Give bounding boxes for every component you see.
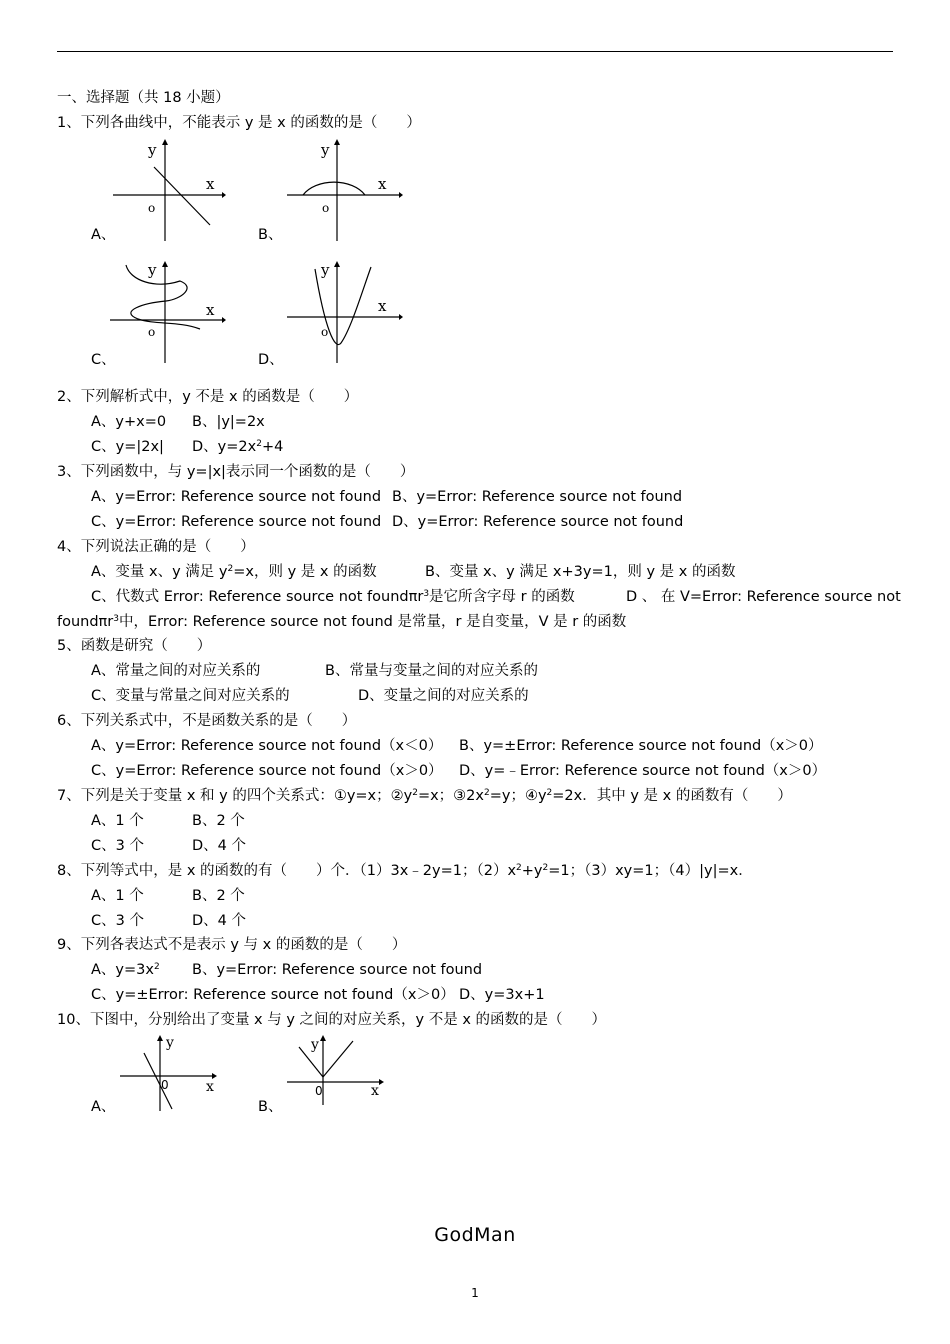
origin-label: 0 — [161, 1078, 169, 1092]
q2-option-d[interactable]: D、$y=2x^2+4$ — [192, 439, 284, 455]
x-axis-label: x — [206, 1079, 214, 1095]
q3-option-d[interactable]: D、y=Error: Reference source not found — [392, 514, 684, 530]
q1-graph-d — [285, 259, 403, 363]
q6-option-c[interactable]: C、y=Error: Reference source not found（x＞0） — [91, 763, 443, 779]
q5-option-d[interactable]: D、变量之间的对应关系的 — [358, 688, 529, 704]
origin-label: o — [148, 325, 156, 339]
page-number: 1 — [471, 1286, 479, 1300]
q9-option-c[interactable]: C、y=±Error: Reference source not found（x＞0） — [91, 987, 455, 1003]
y-axis-label: y — [166, 1035, 174, 1051]
x-axis-label: x — [206, 301, 215, 319]
q8-option-c[interactable]: C、3 个 — [91, 913, 144, 929]
q1-graph-b — [285, 137, 403, 241]
q6-option-d[interactable]: D、y=﹣Error: Reference source not found（x＞0） — [459, 763, 827, 779]
q4-option-a[interactable]: A、变量 x、y 满足 $y^2=x$，则 y 是 x 的函数 — [91, 564, 377, 580]
q10-graph-a — [116, 1033, 220, 1113]
q5-option-a[interactable]: A、常量之间的对应关系的 — [91, 663, 261, 679]
y-axis-label: y — [321, 261, 330, 279]
question-3-stem: 3、下列函数中，与 y=|x|表示同一个函数的是（ ） — [57, 464, 415, 480]
origin-label: 0 — [315, 1084, 323, 1098]
x-axis-label: x — [378, 175, 387, 193]
q9-option-a[interactable]: A、$y=3x^2$ — [91, 962, 160, 978]
q3-option-a[interactable]: A、y=Error: Reference source not found — [91, 489, 382, 505]
q10-option-a[interactable]: A、 — [91, 1099, 116, 1115]
q2-option-b[interactable]: B、|y|=2x — [192, 414, 265, 430]
q2-option-c[interactable]: C、y=|2x| — [91, 439, 164, 455]
x-axis-label: x — [206, 175, 215, 193]
question-10-stem: 10、下图中，分别给出了变量 x 与 y 之间的对应关系，y 不是 x 的函数的是（ ） — [57, 1012, 607, 1028]
section-title: 一、选择题（共 18 小题） — [57, 90, 230, 106]
q10-option-b[interactable]: B、 — [258, 1099, 283, 1115]
question-8-stem: 8、下列等式中，是 x 的函数的有（ ）个．（1）3x﹣2y=1；$(2)x^2+y^2=1$；（3）xy=1；（4）|y|=x． — [57, 863, 753, 879]
q4-option-c[interactable]: C、代数式 Error: Reference source not foundπr$^3$是它所含字母 r 的函数 — [91, 589, 575, 605]
q8-option-d[interactable]: D、4 个 — [192, 913, 246, 929]
q8-option-a[interactable]: A、1 个 — [91, 888, 144, 904]
q7-option-b[interactable]: B、2 个 — [192, 813, 245, 829]
q1-graph-c — [108, 259, 226, 363]
q4-option-b[interactable]: B、变量 x、y 满足 x+3y=1，则 y 是 x 的函数 — [425, 564, 736, 580]
q5-option-c[interactable]: C、变量与常量之间对应关系的 — [91, 688, 290, 704]
footer-author: GodMan — [434, 1224, 516, 1246]
q3-option-b[interactable]: B、y=Error: Reference source not found — [392, 489, 683, 505]
q7-option-a[interactable]: A、1 个 — [91, 813, 144, 829]
q6-option-a[interactable]: A、y=Error: Reference source not found（x＜0） — [91, 738, 443, 754]
q7-option-c[interactable]: C、3 个 — [91, 838, 144, 854]
q1-option-b[interactable]: B、 — [258, 227, 283, 243]
q1-option-c[interactable]: C、 — [91, 352, 116, 368]
y-axis-label: y — [148, 141, 157, 159]
q9-option-b[interactable]: B、y=Error: Reference source not found — [192, 962, 483, 978]
x-axis-label: x — [371, 1083, 379, 1099]
question-4-stem: 4、下列说法正确的是（ ） — [57, 539, 255, 555]
q10-graph-b — [283, 1033, 387, 1113]
q5-option-b[interactable]: B、常量与变量之间的对应关系的 — [325, 663, 538, 679]
q4-option-d[interactable]: D 、 在 V=Error: Reference source not — [626, 589, 901, 605]
q1-option-a[interactable]: A、 — [91, 227, 116, 243]
q2-option-a[interactable]: A、y+x=0 — [91, 414, 167, 430]
q6-option-b[interactable]: B、y=±Error: Reference source not found（x＞0） — [459, 738, 823, 754]
question-5-stem: 5、函数是研究（ ） — [57, 638, 212, 654]
x-axis-label: x — [378, 297, 387, 315]
y-axis-label: y — [148, 261, 157, 279]
y-axis-label: y — [321, 141, 330, 159]
q1-option-d[interactable]: D、 — [258, 352, 284, 368]
origin-label: o — [321, 325, 329, 339]
q8-option-b[interactable]: B、2 个 — [192, 888, 245, 904]
origin-label: o — [322, 201, 330, 215]
q3-option-c[interactable]: C、y=Error: Reference source not found — [91, 514, 382, 530]
header-rule — [57, 51, 893, 52]
q7-option-d[interactable]: D、4 个 — [192, 838, 246, 854]
question-6-stem: 6、下列关系式中，不是函数关系的是（ ） — [57, 713, 357, 729]
question-7-stem: 7、下列是关于变量 x 和 y 的四个关系式：①y=x；$②y^2=x$；$③2x^2=y$；$④y^2=2x$．其中 y 是 x 的函数有（ ） — [57, 788, 792, 804]
origin-label: o — [148, 201, 156, 215]
question-2-stem: 2、下列解析式中，y 不是 x 的函数是（ ） — [57, 389, 359, 405]
y-axis-label: y — [311, 1037, 319, 1053]
q9-option-d[interactable]: D、y=3x+1 — [459, 987, 545, 1003]
q1-graph-a — [108, 137, 226, 241]
question-9-stem: 9、下列各表达式不是表示 y 与 x 的函数的是（ ） — [57, 937, 407, 953]
q4-option-d-continued: foundπr$^3$中，Error: Reference source not found 是常量，r 是自变量，V 是 r 的函数 — [57, 614, 627, 630]
question-1-stem: 1、下列各曲线中，不能表示 y 是 x 的函数的是（ ） — [57, 115, 421, 131]
